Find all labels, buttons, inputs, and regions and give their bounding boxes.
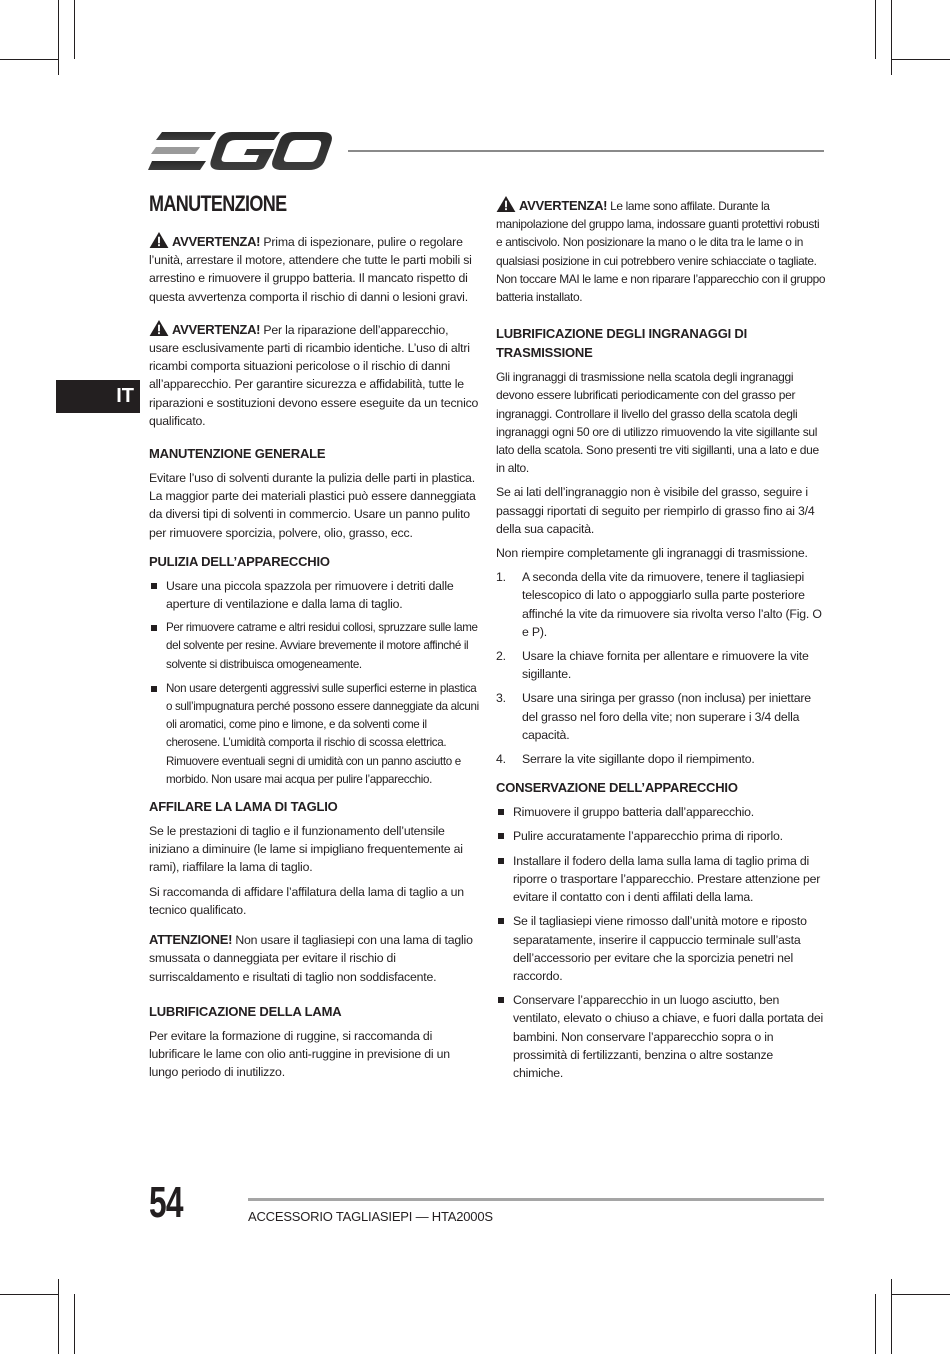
section-heading: MANUTENZIONE GENERALE bbox=[149, 446, 326, 462]
list-item-text: Se il tagliasiepi viene rimosso dall’unità motore e riposto separatamente, inserire il cappuccio terminale sull’asta dell’accessorio per evitare che la sporcizia penetri nel raccordo. bbox=[513, 914, 807, 983]
list-item bbox=[149, 680, 479, 789]
list-item bbox=[496, 991, 826, 1082]
body-paragraph: Gli ingranaggi di trasmissione nella scatola degli ingranaggi devono essere lubrificati periodicamente con del grasso per ingranaggi. Controllare il livello del grasso della scatola degli ingranaggi ogni 50 ore di utilizzo rimuovendo la vite sigillante sul lato della scatola. Sono presenti tre viti sigillanti, una a lato e due in alto. bbox=[496, 370, 819, 476]
crop-mark bbox=[891, 0, 892, 75]
crop-mark bbox=[875, 1294, 876, 1354]
step-number: 4. bbox=[496, 752, 506, 767]
body-paragraph: Per evitare la formazione di ruggine, si raccomanda di lubrificare le lame con olio anti-ruggine in previsione di un lungo periodo di inutilizzo. bbox=[149, 1028, 450, 1080]
left-column bbox=[149, 190, 479, 1087]
warning-triangle-icon bbox=[149, 232, 169, 248]
bullet-square-icon bbox=[498, 918, 504, 924]
list-item bbox=[496, 912, 826, 985]
attention-label: ATTENZIONE! bbox=[149, 932, 233, 948]
crop-mark bbox=[892, 59, 950, 60]
step-number: 2. bbox=[496, 649, 506, 664]
list-item bbox=[149, 619, 479, 674]
crop-mark bbox=[58, 1279, 59, 1354]
body-paragraph: Si raccomanda di affidare l’affilatura della lama di taglio a un tecnico qualificato. bbox=[149, 884, 464, 917]
cleaning-list bbox=[149, 577, 479, 789]
step-item bbox=[496, 750, 826, 768]
warning-triangle-icon bbox=[496, 196, 516, 212]
bullet-square-icon bbox=[498, 858, 504, 864]
crop-mark bbox=[0, 1294, 58, 1295]
language-tab: IT bbox=[56, 380, 140, 413]
storage-list bbox=[496, 803, 826, 1082]
step-text: Usare la chiave fornita per allentare e rimuovere la vite sigillante. bbox=[522, 649, 809, 682]
step-item bbox=[496, 689, 826, 744]
warning-paragraph bbox=[496, 196, 826, 306]
attention-text: Non usare il tagliasiepi con una lama di taglio smussata o danneggiata per evitare il rischio di surriscaldamento e risultati di taglio non soddisfacente. bbox=[149, 933, 473, 984]
list-item bbox=[496, 852, 826, 907]
step-number: 3. bbox=[496, 691, 506, 706]
body-paragraph: Se le prestazioni di taglio e il funzionamento dell’utensile iniziano a diminuire (le lame si impigliano frequentemente ai rami), riaffilare la lama di taglio. bbox=[149, 824, 463, 875]
bullet-square-icon bbox=[498, 833, 504, 839]
body-paragraph: Evitare l’uso di solventi durante la pulizia delle parti in plastica. La maggior parte dei materiali plastici può essere danneggiata da diversi tipi di solventi in commercio. Usare un panno pulito per rimuovere sporcizia, polvere, olio, grasso, ecc. bbox=[149, 471, 476, 540]
warning-paragraph bbox=[149, 320, 479, 430]
crop-mark bbox=[58, 0, 59, 75]
step-text: Serrare la vite sigillante dopo il riempimento. bbox=[522, 752, 755, 767]
list-item bbox=[149, 577, 479, 613]
list-item bbox=[496, 827, 826, 845]
section-heading: LUBRIFICAZIONE DEGLI INGRANAGGI DI TRASMISSIONE bbox=[496, 326, 748, 361]
crop-mark bbox=[891, 1279, 892, 1354]
warning-triangle-icon bbox=[149, 320, 169, 336]
header-rule bbox=[348, 150, 824, 152]
bullet-square-icon bbox=[498, 809, 504, 815]
warning-text: Le lame sono affilate. Durante la manipolazione del gruppo lama, indossare guanti protettivi robusti e antiscivolo. Non posizionare la mano o le dita tra le lame o in qualsiasi posizione in cui potrebbero venire schiacciate o tagliate. Non toccare MAI le lame e non riparare l’apparecchio con il gruppo batteria installato. bbox=[496, 199, 826, 305]
crop-mark bbox=[875, 0, 876, 59]
section-heading: PULIZIA DELL’APPARECCHIO bbox=[149, 553, 330, 569]
bullet-square-icon bbox=[498, 997, 504, 1003]
ego-logo bbox=[148, 130, 332, 172]
list-item bbox=[496, 803, 826, 821]
warning-text: Per la riparazione dell’apparecchio, usare esclusivamente parti di ricambio identiche. L’uso di altri ricambi comporta situazioni pericolose o il rischio di danni all’apparecchio. Per garantire sicurezza e affidabilità, tutte le riparazioni e sostituzioni devono essere eseguite da un tecnico qualificato. bbox=[149, 322, 479, 428]
warning-paragraph bbox=[149, 232, 479, 306]
list-item-text: Per rimuovere catrame e altri residui collosi, spruzzare sulle lame del solvente per resine. Avviare brevemente il motore affinché il solvente si distribuisca omogeneamente. bbox=[166, 621, 478, 671]
list-item-text: Installare il fodero della lama sulla lama di taglio prima di riporre o trasportare l’apparecchio. Prestare attenzione per evitare il contatto con i denti affilati della lama. bbox=[513, 853, 821, 905]
bullet-square-icon bbox=[151, 583, 157, 589]
crop-mark bbox=[74, 0, 75, 59]
step-text: Usare una siringa per grasso (non inclusa) per iniettare del grasso nel foro della vite; non superare i 3/4 della capacità. bbox=[522, 691, 811, 742]
page-title: MANUTENZIONE bbox=[149, 191, 287, 216]
crop-mark bbox=[892, 1294, 950, 1295]
footer-title: ACCESSORIO TAGLIASIEPI — HTA2000S bbox=[248, 1209, 493, 1224]
attention-paragraph bbox=[149, 931, 479, 986]
section-heading: AFFILARE LA LAMA DI TAGLIO bbox=[149, 799, 338, 815]
step-text: A seconda della vite da rimuovere, tenere il tagliasiepi telescopico di lato o appoggiarlo sulla parte posteriore affinché la vite da rimuovere sia rivolta verso l’alto (Fig. O e P). bbox=[522, 570, 822, 639]
bullet-square-icon bbox=[151, 686, 157, 692]
list-item-text: Conservare l’apparecchio in un luogo asciutto, ben ventilato, elevato o chiuso a chiave, e fuori dalla portata dei bambini. Non conservare l’apparecchio sopra o in prossimità di fertilizzanti, benzina o altre sostanze chimiche. bbox=[513, 993, 824, 1080]
warning-text: Prima di ispezionare, pulire o regolare l’unità, arrestare il motore, attendere che tutte le parti mobili si arrestino e rimuovere il gruppo batteria. Il mancato rispetto di questa avvertenza comporta il rischio di danni o lesioni gravi. bbox=[149, 235, 472, 304]
crop-mark bbox=[74, 1294, 75, 1354]
page-number: 54 bbox=[149, 1178, 183, 1227]
step-item bbox=[496, 647, 826, 683]
list-item-text: Pulire accuratamente l’apparecchio prima di riporlo. bbox=[513, 829, 783, 844]
footer-rule bbox=[248, 1198, 824, 1201]
gear-steps-list bbox=[496, 568, 826, 768]
body-paragraph: Se ai lati dell’ingranaggio non è visibile del grasso, seguire i passaggi riportati di seguito per riempirlo di grasso fino ai 3/4 della sua capacità. bbox=[496, 485, 815, 536]
list-item-text: Usare una piccola spazzola per rimuovere i detriti dalle aperture di ventilazione e dalla lama di taglio. bbox=[166, 578, 454, 612]
crop-mark bbox=[0, 59, 58, 60]
body-paragraph: Non riempire completamente gli ingranaggi di trasmissione. bbox=[496, 546, 808, 561]
list-item-text: Rimuovere il gruppo batteria dall’apparecchio. bbox=[513, 805, 754, 820]
list-item-text: Non usare detergenti aggressivi sulle superfici esterne in plastica o sull’impugnatura perché possono essere danneggiate da alcuni oli aromatici, come pino e limone, e da solventi come il cherosene. L’umidità comporta il rischio di scossa elettrica. Rimuovere eventuali segni di umidità con un panno asciutto e morbido. Non usare mai acqua per pulire l’apparecchio. bbox=[166, 681, 479, 786]
step-number: 1. bbox=[496, 570, 506, 585]
warning-label: AVVERTENZA! bbox=[172, 321, 261, 337]
warning-label: AVVERTENZA! bbox=[172, 234, 261, 249]
right-column bbox=[496, 196, 826, 1088]
warning-label: AVVERTENZA! bbox=[519, 198, 608, 213]
step-item bbox=[496, 568, 826, 641]
bullet-square-icon bbox=[151, 625, 157, 631]
section-heading: LUBRIFICAZIONE DELLA LAMA bbox=[149, 1003, 342, 1019]
section-heading: CONSERVAZIONE DELL’APPARECCHIO bbox=[496, 780, 738, 796]
